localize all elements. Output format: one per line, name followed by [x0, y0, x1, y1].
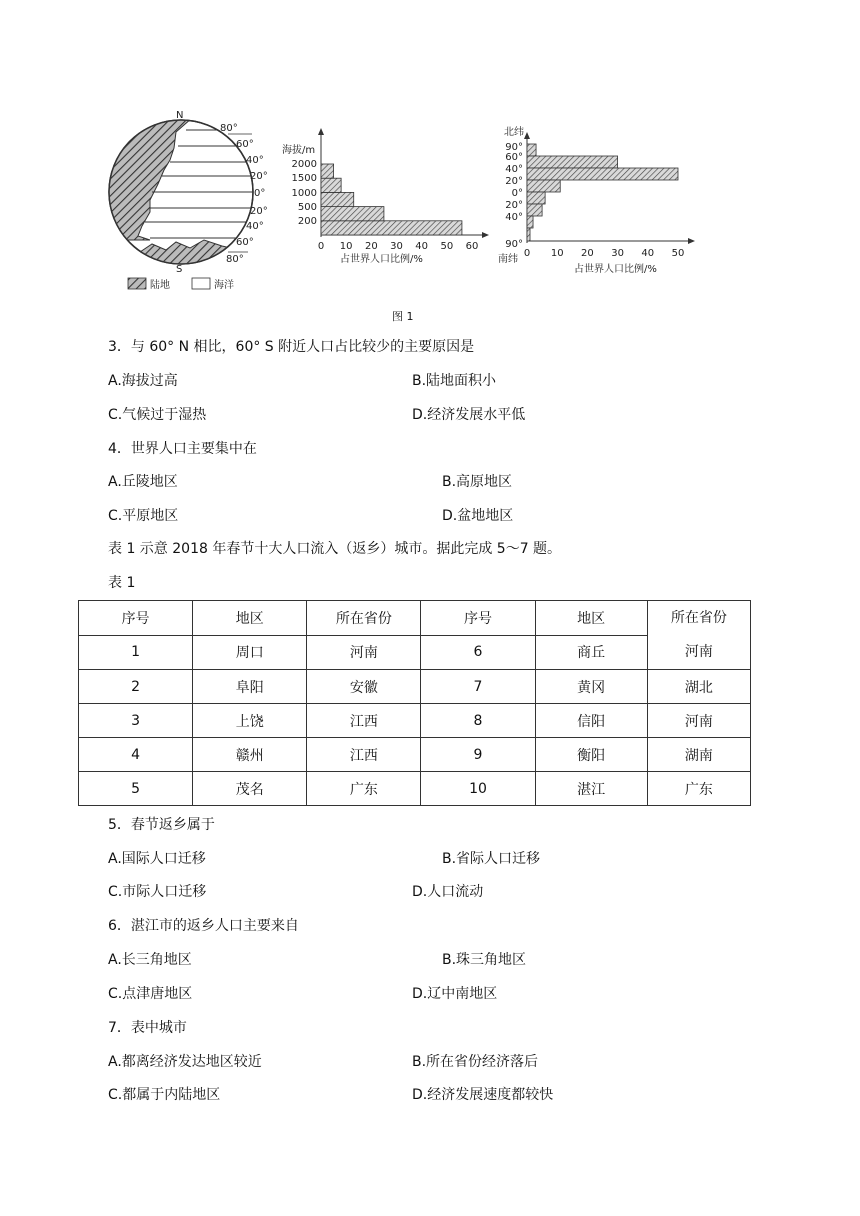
header-cell: 地区 [193, 601, 307, 636]
chart2-bottom-label: 南纬 [498, 254, 518, 265]
table-row [79, 738, 751, 772]
table-cell: 9 [421, 738, 535, 772]
table-header-row [79, 601, 751, 636]
bar-2000 [321, 164, 334, 178]
table-cell: 信阳 [535, 704, 647, 738]
option-a[interactable]: A.海拔过高 [108, 373, 178, 389]
question-4-stem: 4．世界人口主要集中在 [108, 441, 257, 457]
y-tick-label: 90° [505, 142, 523, 153]
x-tick-label: 10 [550, 248, 564, 259]
table-cell: 商丘 [535, 635, 647, 670]
table-cell: 上饶 [193, 704, 307, 738]
lat-label: 0° [254, 188, 266, 199]
header-cell: 序号 [79, 601, 193, 636]
table-title: 表 1 [108, 575, 136, 591]
table-cell: 河南 [647, 704, 750, 738]
option-c[interactable]: C.都属于内陆地区 [108, 1087, 221, 1103]
bar-1000 [321, 192, 354, 206]
lat-label: 20° [250, 206, 268, 217]
table-cell: 4 [79, 738, 193, 772]
table-cell: 5 [79, 772, 193, 806]
question-3-stem: 3．与 60° N 相比，60° S 附近人口占比较少的主要原因是 [108, 339, 475, 355]
chart2-xlabel: 占世界人口比例/% [574, 264, 657, 275]
x-tick-label: 0 [523, 248, 531, 259]
latitude-bar [527, 156, 618, 168]
lat-label: 60° [236, 237, 254, 248]
city-table [78, 600, 751, 806]
latitude-population-chart [498, 125, 695, 275]
chart2-top-label: 北纬 [504, 127, 524, 138]
option-b[interactable]: B.珠三角地区 [442, 952, 527, 968]
y-tick-label: 1000 [291, 188, 317, 199]
x-tick-label: 30 [390, 241, 403, 252]
x-tick-label: 0 [317, 241, 325, 252]
option-b[interactable]: B.省际人口迁移 [442, 851, 541, 867]
x-tick-label: 40 [641, 248, 655, 259]
latitude-bar [527, 180, 560, 192]
table-cell: 湖北 [647, 670, 750, 704]
table-cell: 8 [421, 704, 535, 738]
y-tick-label: 20° [505, 200, 523, 211]
latitude-bar [527, 192, 545, 204]
lat-label: 80° [226, 254, 244, 265]
option-d[interactable]: D.人口流动 [412, 884, 484, 900]
question-7-stem: 7．表中城市 [108, 1020, 187, 1036]
table-row [79, 704, 751, 738]
question-6-stem: 6．湛江市的返乡人口主要来自 [108, 918, 299, 934]
y-tick-label: 40° [505, 212, 523, 223]
globe-south-label: S [176, 264, 183, 275]
header-cell: 所在省份 [670, 610, 727, 626]
legend-land-label: 陆地 [150, 280, 170, 291]
y-tick-label: 90° [505, 239, 523, 250]
option-a[interactable]: A.都离经济发达地区较近 [108, 1054, 262, 1070]
table-cell: 10 [421, 772, 535, 806]
table-cell: 衡阳 [535, 738, 647, 772]
x-tick-label: 10 [339, 241, 353, 252]
chart1-xlabel: 占世界人口比例/% [340, 254, 423, 265]
table-cell: 江西 [307, 704, 421, 738]
table-cell: 广东 [647, 772, 750, 806]
latitude-bar [527, 168, 678, 180]
table-cell: 周口 [193, 635, 307, 670]
latitude-bar [527, 216, 533, 228]
merged-province-cell [647, 601, 750, 670]
legend-ocean-label: 海洋 [214, 280, 234, 291]
table-cell: 安徽 [307, 670, 421, 704]
lat-label: 80° [220, 123, 238, 134]
x-tick-label: 40 [415, 241, 429, 252]
table-cell: 3 [79, 704, 193, 738]
legend-ocean-swatch [192, 278, 210, 289]
lat-label: 60° [236, 139, 254, 150]
latitude-bar [527, 204, 542, 216]
lat-label: 40° [246, 155, 264, 166]
option-d[interactable]: D.经济发展速度都较快 [412, 1087, 554, 1103]
y-tick-label: 20° [505, 176, 523, 187]
table-cell: 7 [421, 670, 535, 704]
header-cell: 地区 [535, 601, 647, 636]
y-tick-label: 500 [297, 202, 317, 213]
option-c[interactable]: C.平原地区 [108, 508, 179, 524]
y-tick-label: 40° [505, 164, 523, 175]
chart1-ylabel: 海拔/m [282, 145, 316, 156]
option-a[interactable]: A.国际人口迁移 [108, 851, 206, 867]
lat-label: 20° [250, 171, 268, 182]
x-tick-label: 20 [581, 248, 594, 259]
option-b[interactable]: B.陆地面积小 [412, 373, 497, 389]
latitude-bar [527, 228, 530, 241]
y-tick-label: 2000 [291, 159, 317, 170]
x-tick-label: 60 [465, 241, 479, 252]
bar-1500 [321, 178, 341, 192]
option-b[interactable]: B.所在省份经济落后 [412, 1054, 539, 1070]
x-tick-label: 50 [440, 241, 454, 252]
table-cell: 湛江 [535, 772, 647, 806]
option-c[interactable]: C.点津唐地区 [108, 986, 193, 1002]
bar-200 [321, 221, 462, 235]
table-cell: 茂名 [193, 772, 307, 806]
table-cell: 阜阳 [193, 670, 307, 704]
option-b[interactable]: B.高原地区 [442, 474, 513, 490]
table-cell: 1 [79, 635, 193, 670]
figure-caption: 图 1 [392, 310, 414, 323]
x-tick-label: 20 [364, 241, 378, 252]
option-d[interactable]: D.辽中南地区 [412, 986, 498, 1002]
lat-label: 40° [246, 221, 264, 232]
y-tick-label: 0° [511, 188, 523, 199]
option-d[interactable]: D.经济发展水平低 [412, 407, 526, 423]
table-cell: 广东 [307, 772, 421, 806]
option-c[interactable]: C.市际人口迁移 [108, 884, 207, 900]
altitude-population-chart [282, 128, 489, 265]
x-tick-label: 50 [671, 248, 685, 259]
table-cell: 河南 [307, 635, 421, 670]
table-row [79, 670, 751, 704]
table-row [79, 772, 751, 806]
x-tick-label: 30 [611, 248, 624, 259]
table-cell: 湖南 [647, 738, 750, 772]
legend-land-swatch [128, 278, 146, 289]
header-cell: 序号 [421, 601, 535, 636]
header-cell: 所在省份 [307, 601, 421, 636]
globe-north-label: N [176, 110, 184, 121]
y-tick-label: 200 [297, 216, 317, 227]
option-d[interactable]: D.盆地地区 [442, 508, 514, 524]
y-tick-label: 60° [505, 152, 523, 163]
table-cell: 江西 [307, 738, 421, 772]
latitude-bar [527, 144, 536, 156]
table-intro: 表 1 示意 2018 年春节十大人口流入（返乡）城市。据此完成 5～7 题。 [108, 541, 562, 557]
table-cell: 赣州 [193, 738, 307, 772]
option-a[interactable]: A.丘陵地区 [108, 474, 178, 490]
option-a[interactable]: A.长三角地区 [108, 952, 192, 968]
table-cell: 2 [79, 670, 193, 704]
table-cell: 黄冈 [535, 670, 647, 704]
table-cell: 6 [421, 635, 535, 670]
bar-500 [321, 207, 384, 221]
option-c[interactable]: C.气候过于湿热 [108, 407, 207, 423]
y-tick-label: 1500 [291, 173, 317, 184]
question-5-stem: 5．春节返乡属于 [108, 817, 215, 833]
table-cell: 河南 [684, 644, 713, 660]
